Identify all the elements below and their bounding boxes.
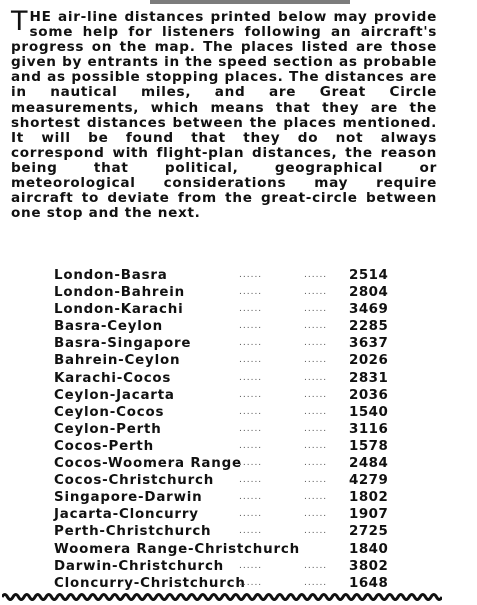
distance-value: 2514 [349, 268, 389, 283]
table-row [54, 506, 399, 523]
wavy-line [2, 595, 442, 600]
leader-dots: ...... [304, 406, 328, 417]
table-row [54, 318, 399, 335]
leader-dots: ...... [239, 423, 263, 434]
top-border-rule [150, 0, 350, 4]
leader-dots: ...... [304, 509, 328, 520]
route-name: Ceylon-Cocos [54, 404, 165, 420]
drop-cap: T [11, 6, 28, 37]
table-row [54, 558, 399, 575]
distance-value: 2484 [349, 456, 389, 472]
leader-dots: ...... [239, 321, 263, 332]
leader-dots: ...... [304, 423, 328, 434]
leader-dots: ...... [239, 304, 263, 315]
route-name: London-Bahrein [54, 285, 185, 301]
table-row [54, 335, 399, 352]
leader-dots: ...... [304, 372, 328, 383]
table-row [54, 352, 399, 369]
route-name: Cloncurry-Christchurch [54, 575, 246, 591]
leader-dots: ...... [239, 270, 263, 280]
distance-value: 2804 [349, 285, 389, 301]
route-name: London-Basra [54, 268, 168, 283]
leader-dots: ...... [239, 526, 263, 537]
leader-dots: ...... [304, 270, 328, 280]
route-name: Cocos-Christchurch [54, 473, 215, 489]
route-name: Perth-Christchurch [54, 524, 212, 540]
leader-dots: ...... [304, 304, 328, 315]
leader-dots: ...... [304, 389, 328, 400]
leader-dots: ...... [239, 287, 263, 298]
route-name: London-Karachi [54, 302, 184, 318]
route-name: Singapore-Darwin [54, 490, 203, 506]
leader-dots: ...... [239, 406, 263, 417]
leader-dots: ...... [239, 492, 263, 503]
table-row [54, 404, 399, 421]
route-name: Cocos-Woomera Range [54, 456, 242, 472]
distance-value: 1802 [349, 490, 389, 506]
table-row [54, 455, 399, 472]
table-row [54, 438, 399, 455]
leader-dots: ...... [239, 509, 263, 520]
distance-value: 3637 [349, 336, 389, 352]
leader-dots: ...... [304, 577, 328, 588]
table-row [54, 370, 399, 387]
leader-dots: ...... [239, 560, 263, 571]
leader-dots: ...... [239, 475, 263, 486]
distance-value: 1907 [349, 507, 389, 523]
route-name: Cocos-Perth [54, 438, 154, 454]
leader-dots: ...... [239, 338, 263, 349]
distance-value: 3802 [349, 558, 389, 574]
distance-value: 2725 [349, 524, 389, 540]
table-row [54, 284, 399, 301]
table-row [54, 421, 399, 438]
leader-dots: ...... [304, 321, 328, 332]
table-row [54, 267, 399, 284]
table-row [54, 489, 399, 506]
leader-dots: ...... [304, 287, 328, 298]
leader-dots: ...... [304, 355, 328, 366]
distance-value: 3469 [349, 302, 389, 318]
leader-dots: ...... [304, 458, 328, 469]
route-name: Bahrein-Ceylon [54, 353, 181, 369]
leader-dots: ...... [239, 372, 263, 383]
table-row [54, 523, 399, 540]
distance-value: 1540 [349, 404, 389, 420]
leader-dots: ...... [304, 338, 328, 349]
table-row [54, 472, 399, 489]
intro-text: HE air-line distances printed below may provide some help for listeners following an aircraft's progress on the map. The places listed are those given by entrants in the speed section as probable and as possible stopping places. The distances are in nautical miles, and are Great Circle measurements, which means that they are the shortest distances between the places mentioned. It will be found that they do not always correspond with flight-plan distances, the reason being that political, geographical or meteorological considerations may require aircraft to deviate from the great-circle between one stop and the next. [11, 9, 437, 222]
table-row [54, 301, 399, 318]
leader-dots: ...... [304, 492, 328, 503]
distance-value: 2026 [349, 353, 389, 369]
distance-value: 3116 [349, 421, 389, 437]
leader-dots: ...... [304, 526, 328, 537]
leader-dots: ...... [239, 389, 263, 400]
leader-dots: ...... [304, 440, 328, 451]
leader-dots: ...... [239, 577, 263, 588]
distance-value: 1578 [349, 438, 389, 454]
table-row [54, 387, 399, 404]
route-name: Darwin-Christchurch [54, 558, 225, 574]
route-name: Karachi-Cocos [54, 370, 172, 386]
distance-value: 2036 [349, 387, 389, 403]
wavy-border-decoration [2, 590, 442, 604]
distance-value: 2831 [349, 370, 389, 386]
leader-dots: ...... [239, 440, 263, 451]
intro-paragraph [11, 6, 437, 222]
leader-dots: ...... [304, 560, 328, 571]
distance-value: 1648 [349, 575, 389, 591]
route-name: Basra-Singapore [54, 336, 192, 352]
route-name: Basra-Ceylon [54, 319, 163, 335]
route-name: Jacarta-Cloncurry [54, 507, 199, 523]
distance-table [54, 267, 399, 592]
route-name: Woomera Range-Christchurch [54, 541, 300, 557]
leader-dots: ...... [239, 458, 263, 469]
distance-value: 1840 [349, 541, 389, 557]
distance-value: 2285 [349, 319, 389, 335]
leader-dots: ...... [239, 355, 263, 366]
leader-dots: ...... [304, 475, 328, 486]
table-row [54, 541, 399, 558]
distance-value: 4279 [349, 473, 389, 489]
route-name: Ceylon-Perth [54, 421, 162, 437]
route-name: Ceylon-Jacarta [54, 387, 175, 403]
